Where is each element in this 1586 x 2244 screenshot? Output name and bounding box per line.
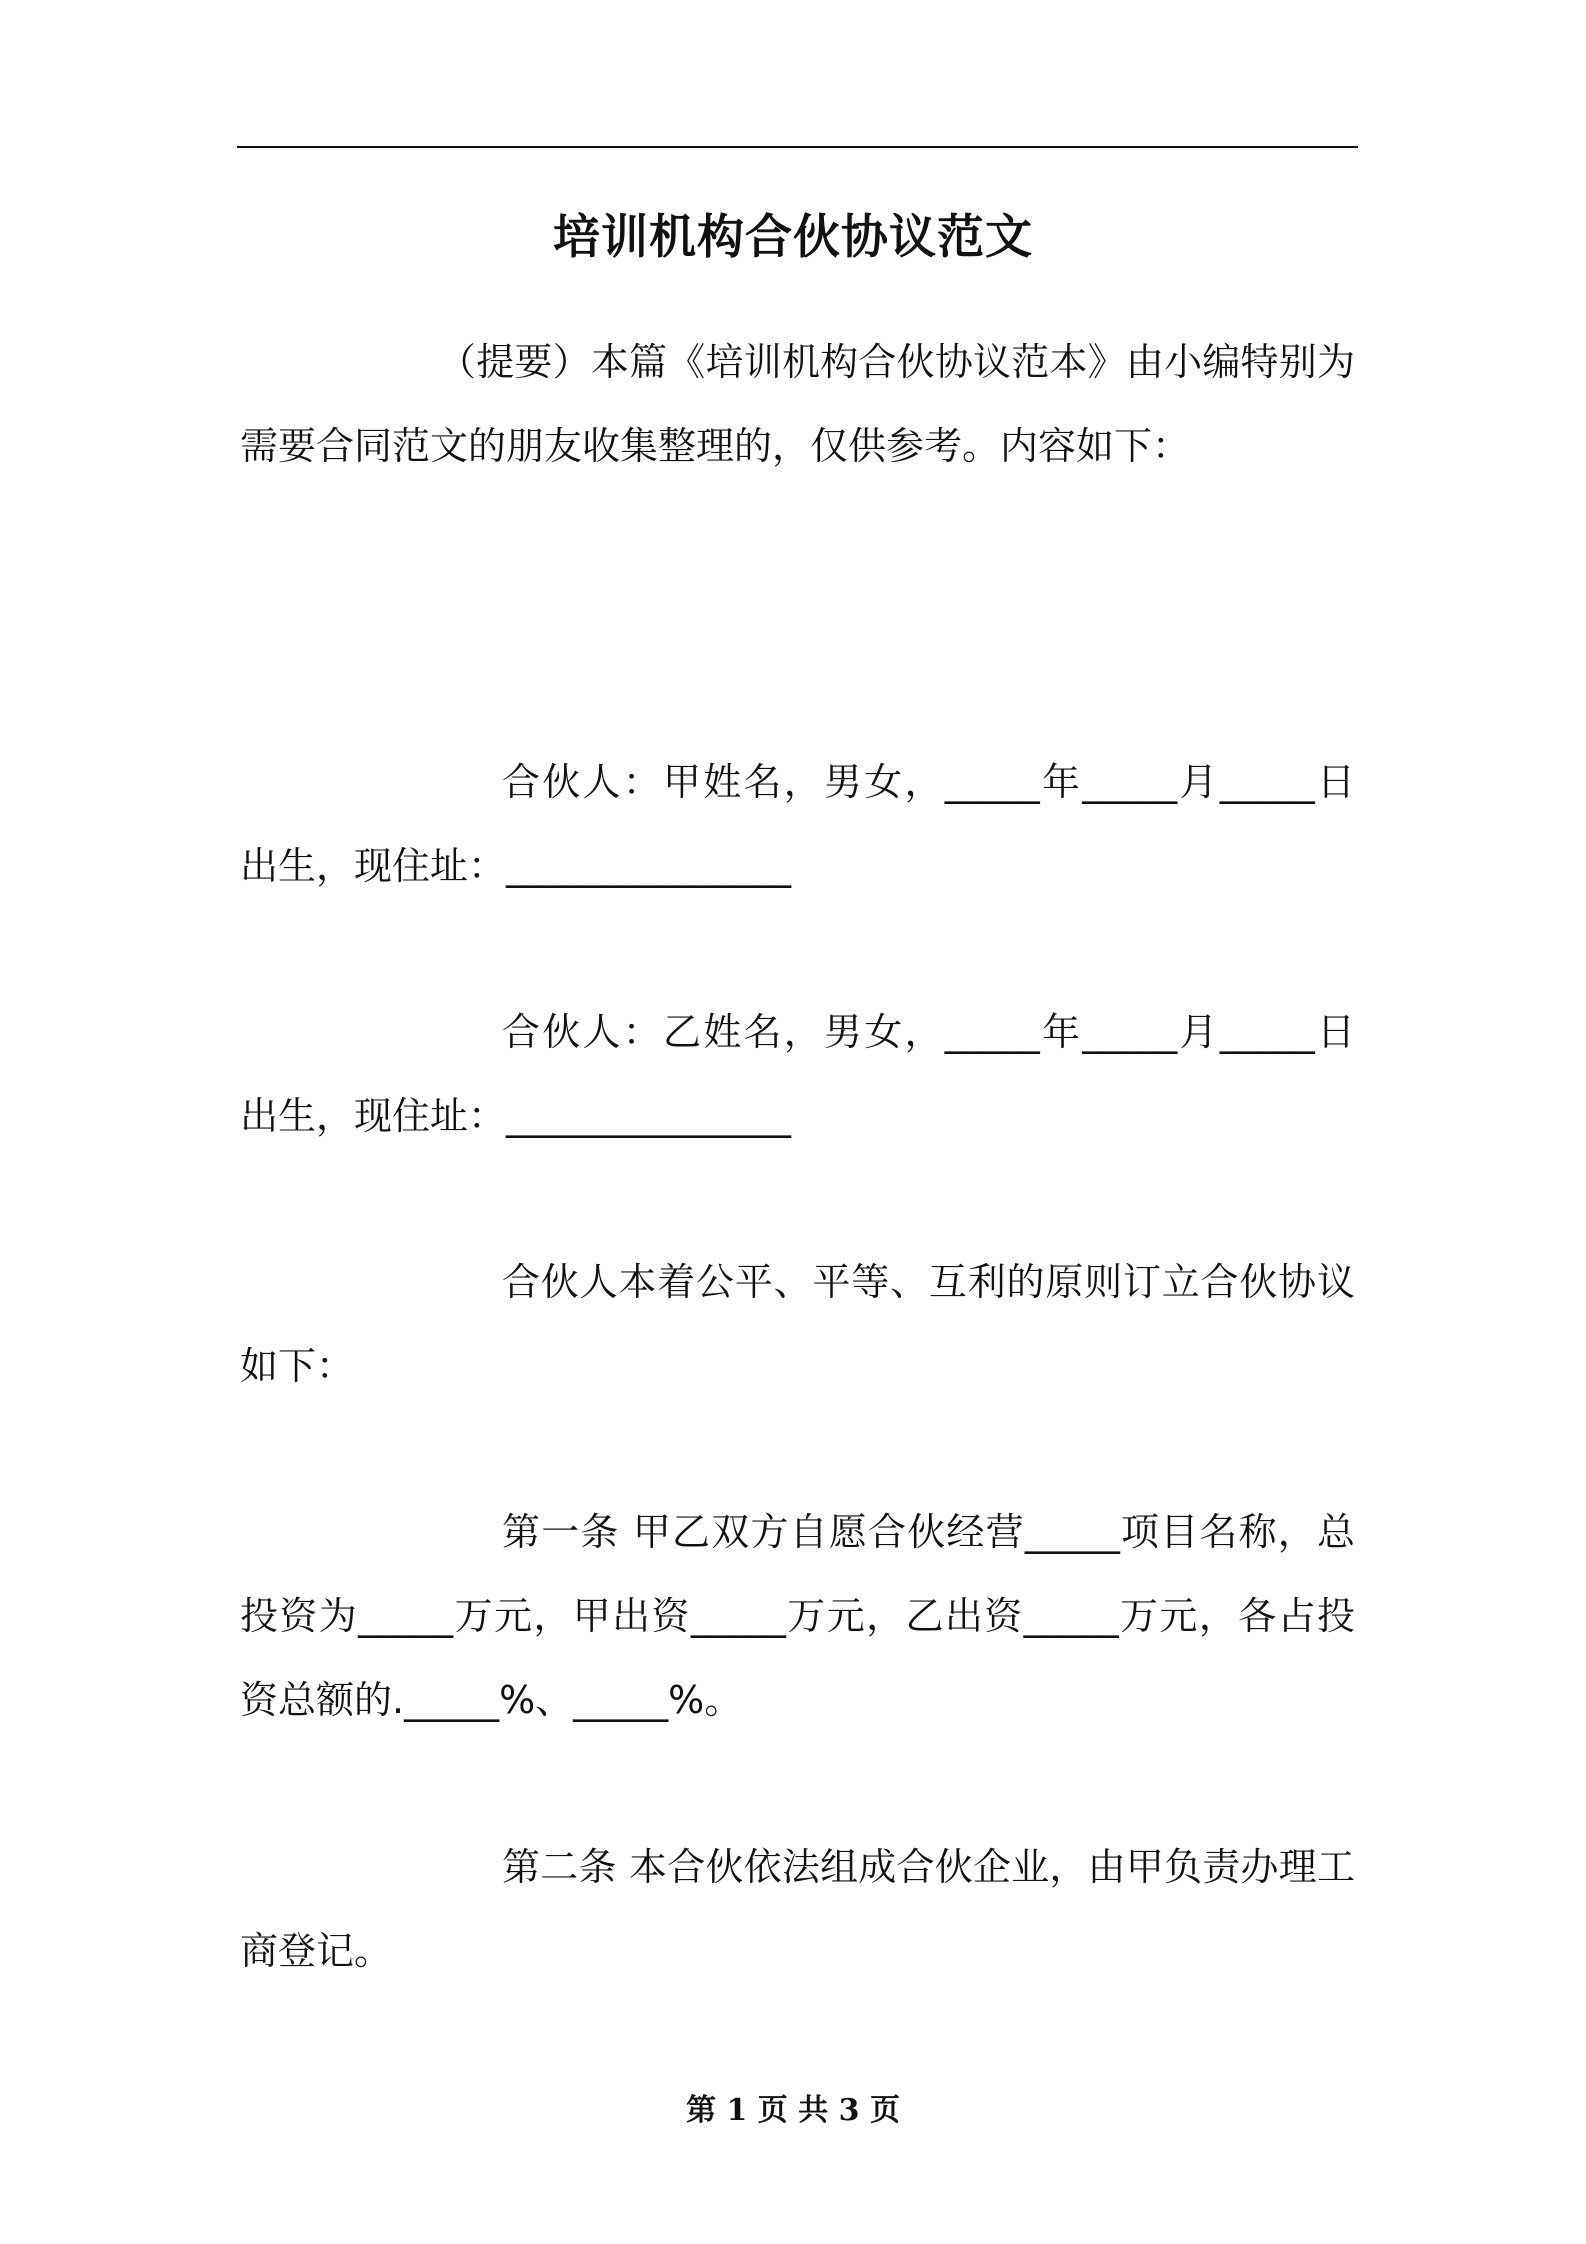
partner-a-paragraph: 合伙人：甲姓名，男女，_____年_____月_____日出生，现住址：_______________ [240,760,1355,888]
document-title: 培训机构合伙协议范文 [553,210,1033,265]
partner-b-paragraph: 合伙人：乙姓名，男女，_____年_____月_____日出生，现住址：_______________ [240,1010,1355,1138]
page-number-footer: 第 1 页 共 3 页 [686,2093,900,2128]
summary-paragraph: （提要）本篇《培训机构合伙协议范本》由小编特别为需要合同范文的朋友收集整理的，仅供参考。内容如下： [240,340,1355,468]
article-2-paragraph: 第二条 本合伙依法组成合伙企业，由甲负责办理工商登记。 [240,1845,1355,1973]
principle-paragraph: 合伙人本着公平、平等、互利的原则订立合伙协议如下： [240,1260,1355,1388]
article-1-paragraph: 第一条 甲乙双方自愿合伙经营_____项目名称，总投资为_____万元，甲出资_____万元，乙出资_____万元，各占投资总额的._____%、_____%。 [240,1510,1355,1722]
header-rule [237,146,1358,148]
